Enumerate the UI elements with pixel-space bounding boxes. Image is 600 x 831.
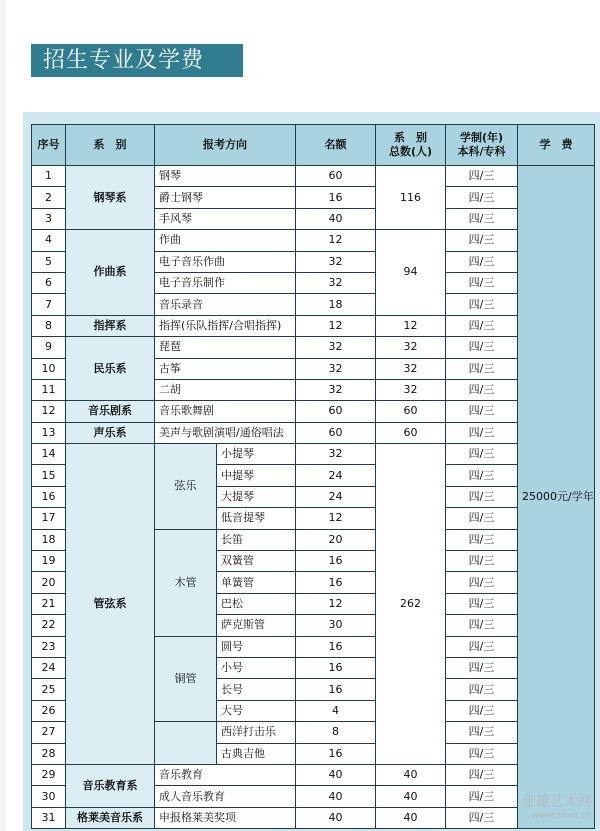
quota-value: 40 <box>296 807 376 828</box>
direction-label: 琵琶 <box>155 337 296 358</box>
duration-value: 四/三 <box>446 807 518 828</box>
duration-value: 四/三 <box>446 529 518 550</box>
quota-value: 12 <box>296 508 376 529</box>
quota-value: 20 <box>296 529 376 550</box>
watermark-url: www.zxart.cn <box>531 811 592 821</box>
watermark-name: 张雄艺术网 <box>522 794 592 810</box>
direction-label: 作曲 <box>155 230 296 251</box>
duration-value: 四/三 <box>446 337 518 358</box>
row-seq: 14 <box>32 444 66 465</box>
duration-value: 四/三 <box>446 465 518 486</box>
duration-value: 四/三 <box>446 401 518 422</box>
quota-value: 32 <box>296 337 376 358</box>
row-seq: 20 <box>32 572 66 593</box>
instrument-group: 铜管 <box>155 636 217 722</box>
quota-value: 4 <box>296 700 376 721</box>
duration-value: 四/三 <box>446 358 518 379</box>
duration-value: 四/三 <box>446 700 518 721</box>
quota-value: 60 <box>296 401 376 422</box>
dept-name: 管弦系 <box>66 444 155 765</box>
dept-name: 民乐系 <box>66 337 155 401</box>
quota-value: 32 <box>296 379 376 400</box>
direction-label: 音乐歌舞剧 <box>155 401 296 422</box>
direction-label: 爵士钢琴 <box>155 187 296 208</box>
duration-value: 四/三 <box>446 444 518 465</box>
duration-value: 四/三 <box>446 379 518 400</box>
row-seq: 30 <box>32 786 66 807</box>
row-seq: 22 <box>32 615 66 636</box>
direction-label: 成人音乐教育 <box>155 786 296 807</box>
duration-value: 四/三 <box>446 572 518 593</box>
row-seq: 10 <box>32 358 66 379</box>
table-row <box>32 315 595 336</box>
quota-value: 32 <box>296 358 376 379</box>
quota-value: 16 <box>296 551 376 572</box>
quota-value: 16 <box>296 572 376 593</box>
dept-name: 作曲系 <box>66 230 155 316</box>
direction-label: 西洋打击乐 <box>217 722 296 743</box>
row-seq: 26 <box>32 700 66 721</box>
row-seq: 13 <box>32 422 66 443</box>
header-direction: 报考方向 <box>155 125 296 166</box>
quota-value: 12 <box>296 315 376 336</box>
quota-value: 16 <box>296 743 376 764</box>
row-seq: 8 <box>32 315 66 336</box>
direction-label: 萨克斯管 <box>217 615 296 636</box>
row-seq: 11 <box>32 379 66 400</box>
dept-total: 32 <box>376 379 446 400</box>
dept-name: 钢琴系 <box>66 166 155 230</box>
dept-total: 116 <box>376 166 446 230</box>
direction-label: 单簧管 <box>217 572 296 593</box>
quota-value: 16 <box>296 187 376 208</box>
quota-value: 12 <box>296 230 376 251</box>
quota-value: 24 <box>296 486 376 507</box>
duration-value: 四/三 <box>446 166 518 187</box>
table-row <box>32 807 595 828</box>
dept-total: 262 <box>376 444 446 765</box>
row-seq: 31 <box>32 807 66 828</box>
instrument-group <box>155 722 217 765</box>
row-seq: 1 <box>32 166 66 187</box>
direction-label: 申报格莱美奖项 <box>155 807 296 828</box>
direction-label: 美声与歌剧演唱/通俗唱法 <box>155 422 296 443</box>
header-dept: 系 别 <box>66 125 155 166</box>
header-duration: 学制(年) 本科/专科 <box>446 125 518 166</box>
duration-value: 四/三 <box>446 615 518 636</box>
quota-value: 32 <box>296 272 376 293</box>
row-seq: 29 <box>32 764 66 785</box>
direction-label: 古典吉他 <box>217 743 296 764</box>
duration-value: 四/三 <box>446 187 518 208</box>
duration-value: 四/三 <box>446 508 518 529</box>
direction-label: 手风琴 <box>155 208 296 229</box>
duration-value: 四/三 <box>446 294 518 315</box>
duration-value: 四/三 <box>446 722 518 743</box>
table-row <box>32 166 595 187</box>
table-row <box>32 422 595 443</box>
row-seq: 24 <box>32 657 66 678</box>
direction-label: 圆号 <box>217 636 296 657</box>
quota-value: 8 <box>296 722 376 743</box>
direction-label: 小提琴 <box>217 444 296 465</box>
row-seq: 2 <box>32 187 66 208</box>
header-total: 系 别 总数(人) <box>376 125 446 166</box>
duration-value: 四/三 <box>446 679 518 700</box>
direction-label: 音乐教育 <box>155 764 296 785</box>
document-page <box>6 0 600 831</box>
duration-value: 四/三 <box>446 551 518 572</box>
table-row <box>32 230 595 251</box>
dept-total: 40 <box>376 764 446 785</box>
admissions-table <box>31 124 595 829</box>
direction-label: 小号 <box>217 657 296 678</box>
row-seq: 16 <box>32 486 66 507</box>
direction-label: 电子音乐作曲 <box>155 251 296 272</box>
row-seq: 17 <box>32 508 66 529</box>
watermark <box>522 795 592 823</box>
quota-value: 60 <box>296 422 376 443</box>
row-seq: 5 <box>32 251 66 272</box>
page-title: 招生专业及学费 <box>31 44 243 77</box>
dept-total: 40 <box>376 807 446 828</box>
dept-total: 60 <box>376 401 446 422</box>
table-row <box>32 764 595 785</box>
instrument-group: 木管 <box>155 529 217 636</box>
row-seq: 27 <box>32 722 66 743</box>
dept-total: 40 <box>376 786 446 807</box>
direction-label: 大提琴 <box>217 486 296 507</box>
direction-label: 电子音乐制作 <box>155 272 296 293</box>
row-seq: 23 <box>32 636 66 657</box>
direction-label: 长笛 <box>217 529 296 550</box>
instrument-group: 弦乐 <box>155 444 217 530</box>
row-seq: 7 <box>32 294 66 315</box>
direction-label: 音乐录音 <box>155 294 296 315</box>
quota-value: 32 <box>296 444 376 465</box>
admissions-table-panel <box>23 112 600 831</box>
fee-value: 25000元/学年 <box>518 166 595 829</box>
dept-total: 12 <box>376 315 446 336</box>
quota-value: 18 <box>296 294 376 315</box>
quota-value: 30 <box>296 615 376 636</box>
row-seq: 6 <box>32 272 66 293</box>
row-seq: 25 <box>32 679 66 700</box>
row-seq: 19 <box>32 551 66 572</box>
dept-total: 32 <box>376 337 446 358</box>
row-seq: 9 <box>32 337 66 358</box>
quota-value: 40 <box>296 208 376 229</box>
quota-value: 40 <box>296 786 376 807</box>
dept-total: 32 <box>376 358 446 379</box>
dept-total: 94 <box>376 230 446 316</box>
header-quota: 名额 <box>296 125 376 166</box>
direction-label: 低音提琴 <box>217 508 296 529</box>
row-seq: 21 <box>32 593 66 614</box>
quota-value: 12 <box>296 593 376 614</box>
header-seq: 序号 <box>32 125 66 166</box>
dept-name: 音乐教育系 <box>66 764 155 807</box>
duration-value: 四/三 <box>446 593 518 614</box>
table-header-row <box>32 125 595 166</box>
header-fee: 学 费 <box>518 125 595 166</box>
direction-label: 中提琴 <box>217 465 296 486</box>
direction-label: 长号 <box>217 679 296 700</box>
quota-value: 16 <box>296 636 376 657</box>
dept-name: 格莱美音乐系 <box>66 807 155 828</box>
dept-total: 60 <box>376 422 446 443</box>
duration-value: 四/三 <box>446 486 518 507</box>
direction-label: 二胡 <box>155 379 296 400</box>
row-seq: 18 <box>32 529 66 550</box>
table-row <box>32 444 595 465</box>
dept-name: 音乐剧系 <box>66 401 155 422</box>
quota-value: 24 <box>296 465 376 486</box>
direction-label: 古筝 <box>155 358 296 379</box>
duration-value: 四/三 <box>446 657 518 678</box>
duration-value: 四/三 <box>446 764 518 785</box>
direction-label: 指挥(乐队指挥/合唱指挥) <box>155 315 296 336</box>
duration-value: 四/三 <box>446 786 518 807</box>
direction-label: 大号 <box>217 700 296 721</box>
duration-value: 四/三 <box>446 251 518 272</box>
row-seq: 4 <box>32 230 66 251</box>
quota-value: 32 <box>296 251 376 272</box>
duration-value: 四/三 <box>446 315 518 336</box>
table-row <box>32 401 595 422</box>
table-row <box>32 337 595 358</box>
duration-value: 四/三 <box>446 208 518 229</box>
row-seq: 28 <box>32 743 66 764</box>
duration-value: 四/三 <box>446 230 518 251</box>
row-seq: 12 <box>32 401 66 422</box>
quota-value: 16 <box>296 679 376 700</box>
quota-value: 60 <box>296 166 376 187</box>
dept-name: 指挥系 <box>66 315 155 336</box>
row-seq: 3 <box>32 208 66 229</box>
quota-value: 40 <box>296 764 376 785</box>
row-seq: 15 <box>32 465 66 486</box>
quota-value: 16 <box>296 657 376 678</box>
duration-value: 四/三 <box>446 422 518 443</box>
duration-value: 四/三 <box>446 272 518 293</box>
duration-value: 四/三 <box>446 636 518 657</box>
duration-value: 四/三 <box>446 743 518 764</box>
dept-name: 声乐系 <box>66 422 155 443</box>
direction-label: 双簧管 <box>217 551 296 572</box>
direction-label: 钢琴 <box>155 166 296 187</box>
direction-label: 巴松 <box>217 593 296 614</box>
